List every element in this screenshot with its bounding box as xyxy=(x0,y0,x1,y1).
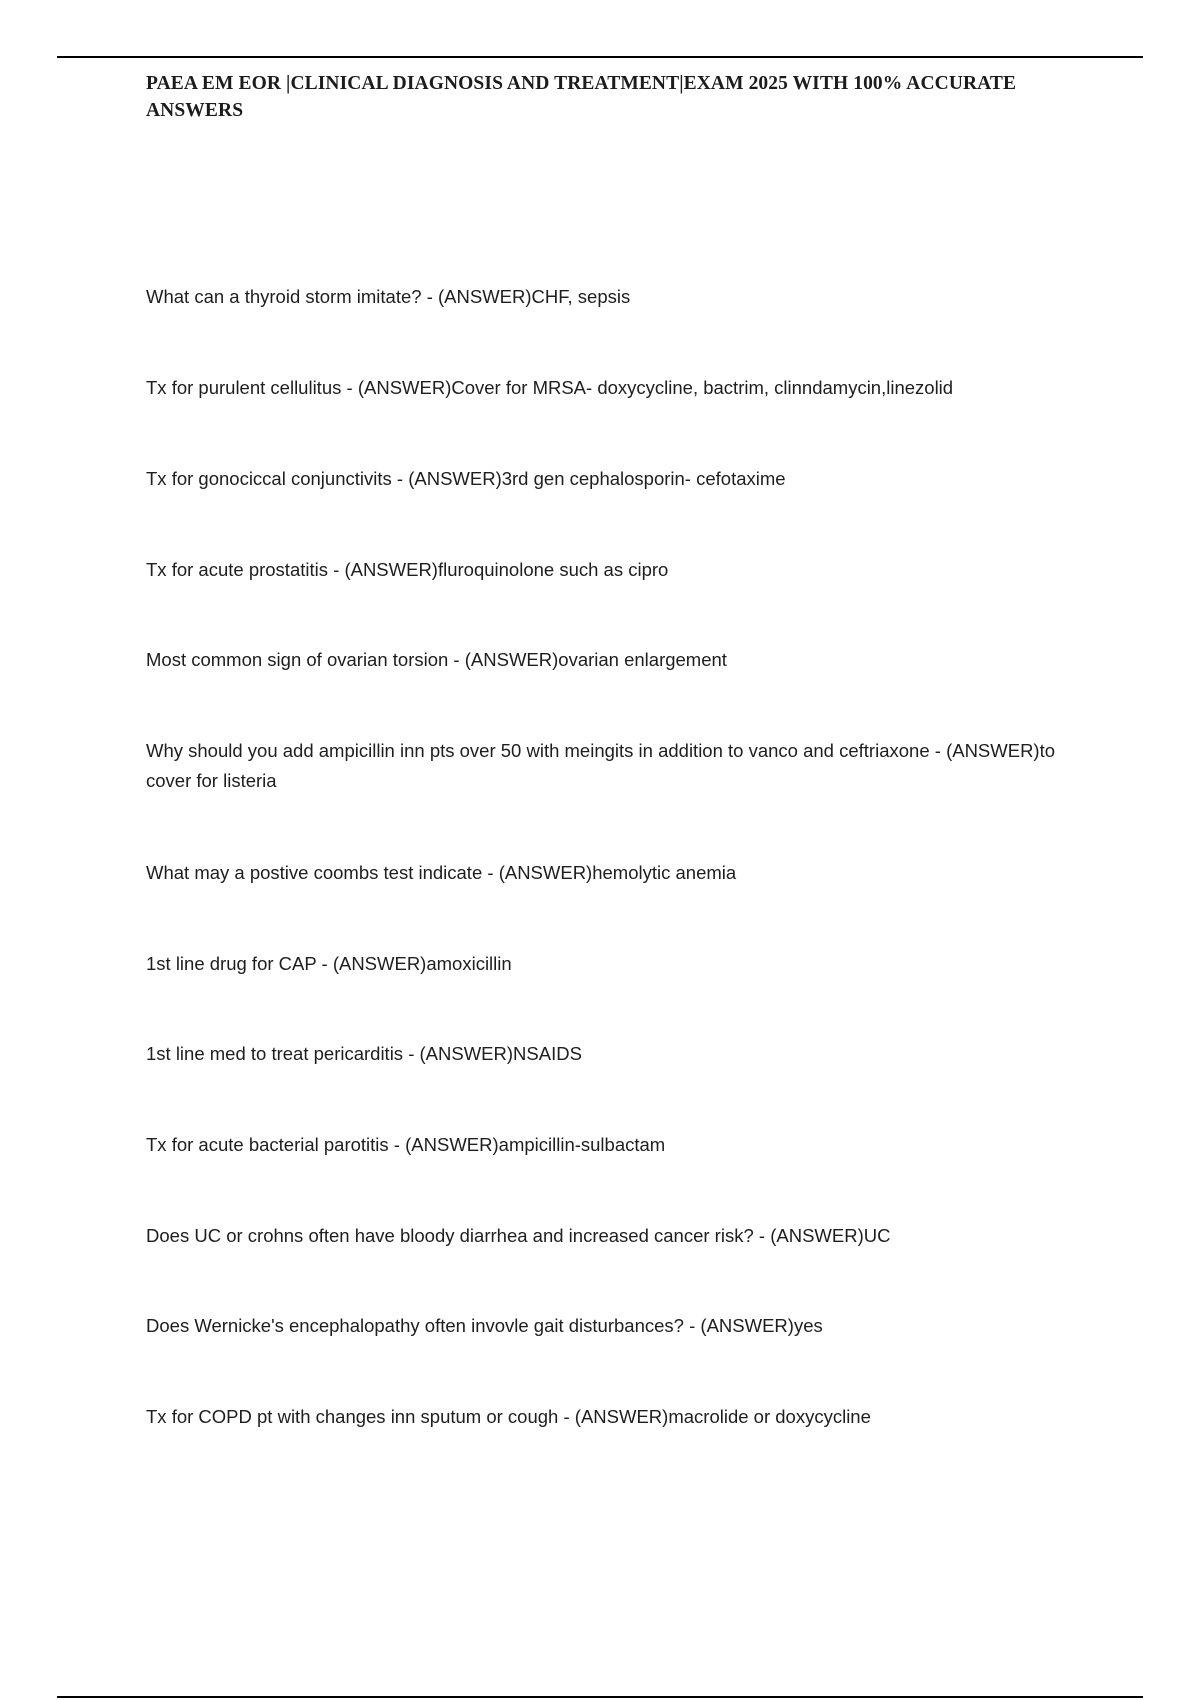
qa-item xyxy=(146,858,1056,888)
bottom-rule xyxy=(57,1696,1143,1698)
answer-text: UC xyxy=(863,1225,891,1246)
question-text: Tx for gonociccal conjunctivits xyxy=(146,468,392,489)
answer-marker: (ANSWER) xyxy=(438,286,532,307)
separator: - xyxy=(327,559,345,580)
separator: - xyxy=(753,1225,771,1246)
qa-item xyxy=(146,555,1056,585)
qa-item xyxy=(146,949,1056,979)
answer-marker: (ANSWER) xyxy=(405,1134,499,1155)
top-rule xyxy=(57,56,1143,58)
qa-item xyxy=(146,1130,1056,1160)
answer-text: ovarian enlargement xyxy=(558,649,727,670)
question-text: Tx for acute bacterial parotitis xyxy=(146,1134,389,1155)
answer-text: Cover for MRSA- doxycycline, bactrim, clinndamycin,linezolid xyxy=(451,377,954,398)
separator: - xyxy=(558,1406,575,1427)
answer-text: CHF, sepsis xyxy=(531,286,631,307)
answer-marker: (ANSWER) xyxy=(464,649,559,670)
question-text: Tx for acute prostatitis xyxy=(146,559,328,580)
answer-text: NSAIDS xyxy=(513,1043,582,1064)
separator: - xyxy=(391,468,409,489)
qa-item xyxy=(146,1039,1056,1069)
answer-text: 3rd gen cephalosporin- cefotaxime xyxy=(501,468,786,489)
separator: - xyxy=(683,1315,701,1336)
question-text: Most common sign of ovarian torsion xyxy=(146,649,449,670)
question-text: Tx for purulent cellulitus xyxy=(146,377,342,398)
separator: - xyxy=(403,1043,420,1064)
question-text: 1st line drug for CAP xyxy=(146,953,317,974)
qa-item xyxy=(146,736,1056,796)
separator: - xyxy=(341,377,358,398)
answer-text: amoxicillin xyxy=(426,953,512,974)
question-text: What may a postive coombs test indicate xyxy=(146,862,483,883)
qa-item xyxy=(146,282,1056,312)
separator: - xyxy=(421,286,439,307)
answer-marker: (ANSWER) xyxy=(357,377,452,398)
qa-item xyxy=(146,645,1056,675)
question-text: Does UC or crohns often have bloody diarrhea and increased cancer risk? xyxy=(146,1225,754,1246)
answer-text: fluroquinolone such as cipro xyxy=(437,559,669,580)
answer-text: macrolide or doxycycline xyxy=(668,1406,871,1427)
answer-marker: (ANSWER) xyxy=(344,559,438,580)
answer-text: ampicillin-sulbactam xyxy=(498,1134,666,1155)
answer-marker: (ANSWER) xyxy=(574,1406,669,1427)
answer-marker: (ANSWER) xyxy=(419,1043,514,1064)
question-text: 1st line med to treat pericarditis xyxy=(146,1043,404,1064)
qa-item xyxy=(146,1221,1056,1251)
question-text: What can a thyroid storm imitate? xyxy=(146,286,422,307)
answer-text: to cover for listeria xyxy=(146,740,1056,791)
question-text: Why should you add ampicillin inn pts over 50 with meingits in addition to vanco and ceftriaxone xyxy=(146,740,930,761)
answer-marker: (ANSWER) xyxy=(946,740,1040,761)
question-text: Tx for COPD pt with changes inn sputum or cough xyxy=(146,1406,559,1427)
separator: - xyxy=(929,740,947,761)
separator: - xyxy=(482,862,499,883)
document-title: PAEA EM EOR |CLINICAL DIAGNOSIS AND TREATMENT|EXAM 2025 WITH 100% ACCURATE ANSWERS xyxy=(146,73,1017,121)
qa-item xyxy=(146,373,1056,403)
answer-marker: (ANSWER) xyxy=(700,1315,794,1336)
answer-marker: (ANSWER) xyxy=(408,468,502,489)
qa-item xyxy=(146,1311,1056,1341)
answer-marker: (ANSWER) xyxy=(498,862,593,883)
separator: - xyxy=(316,953,333,974)
answer-marker: (ANSWER) xyxy=(770,1225,864,1246)
qa-item xyxy=(146,464,1056,494)
answer-text: yes xyxy=(793,1315,823,1336)
separator: - xyxy=(388,1134,406,1155)
separator: - xyxy=(448,649,465,670)
question-text: Does Wernicke's encephalopathy often invovle gait disturbances? xyxy=(146,1315,684,1336)
answer-marker: (ANSWER) xyxy=(332,953,427,974)
answer-text: hemolytic anemia xyxy=(592,862,737,883)
qa-item xyxy=(146,1402,1056,1432)
